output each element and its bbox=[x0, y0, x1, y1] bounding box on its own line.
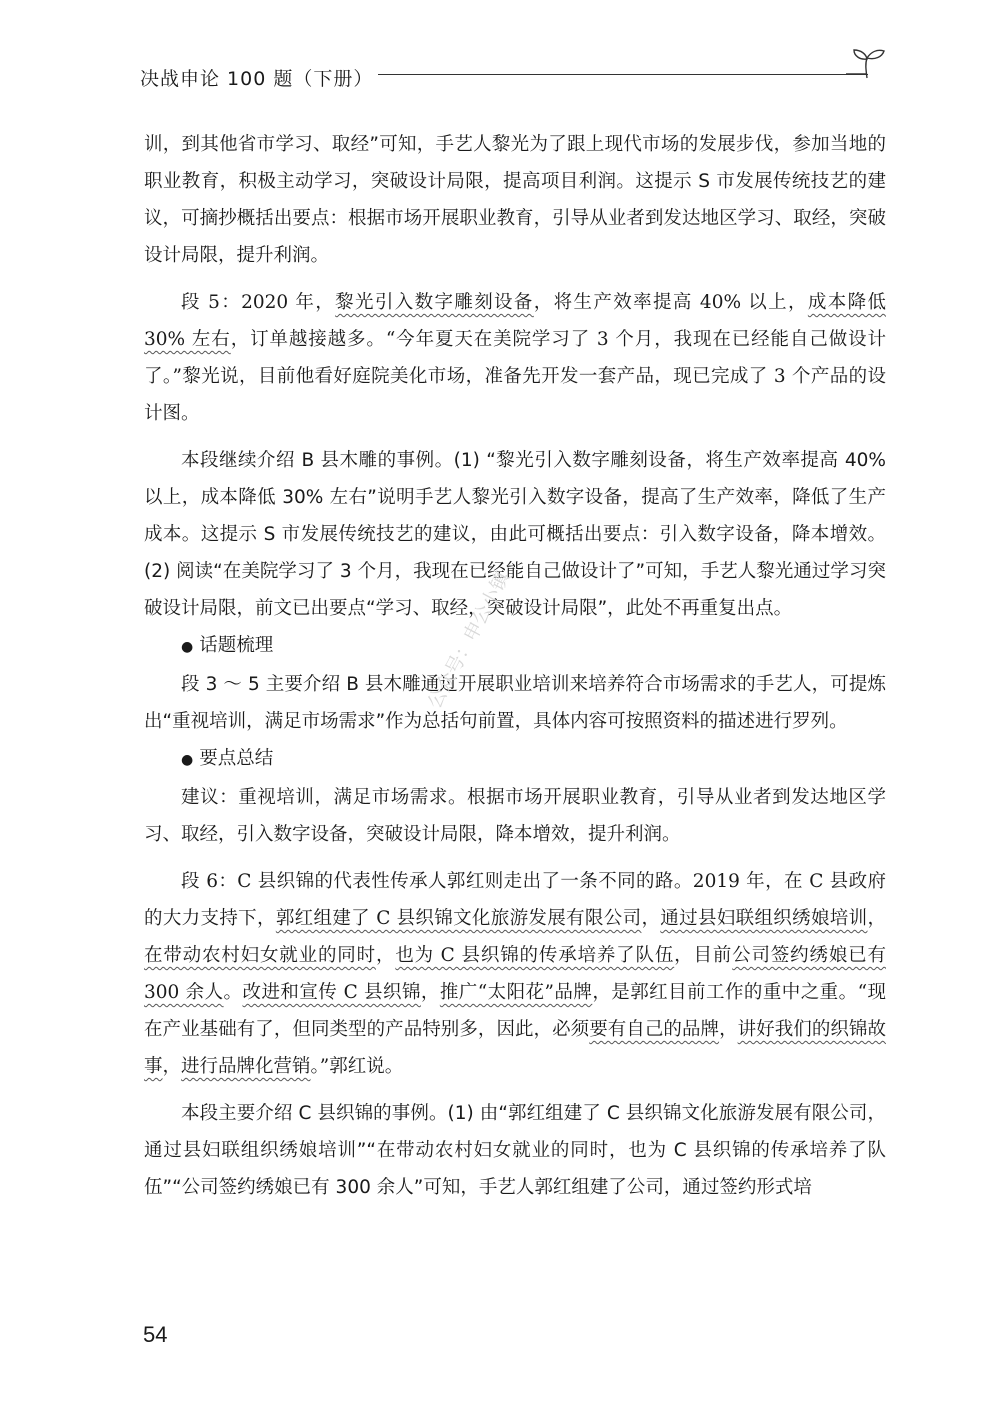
underlined-text: 通过县妇联组织绣娘培训 bbox=[660, 908, 868, 929]
underlined-text: 郭红组建了 C 县织锦文化旅游发展有限公司 bbox=[275, 908, 642, 929]
section-heading-summary bbox=[144, 740, 886, 779]
header-rule bbox=[378, 74, 868, 75]
book-title: 决战申论 100 题（下册） bbox=[140, 68, 374, 90]
text: ，订单越接越多。“今年夏天在美院学习了 3 个月，我现在已经能自己做设计了。”黎光说，目前他看好庭院美化市场，准备先开发一套产品，现已完成了 3 个产品的设计图。 bbox=[144, 329, 887, 424]
heading-label: 要点总结 bbox=[199, 748, 274, 769]
text: ， bbox=[641, 908, 661, 929]
text: ， bbox=[719, 1019, 738, 1040]
text: ，目前 bbox=[674, 945, 733, 966]
underlined-text: 进行品牌化营销 bbox=[181, 1056, 311, 1077]
text: ， bbox=[375, 945, 396, 966]
text: 。 bbox=[223, 982, 243, 1003]
topic-paragraph: 段 3 ～ 5 主要介绍 B 县木雕通过开展职业培训来培养符合市场需求的手艺人，可提炼出“重视培训，满足市场需求”作为总括句前置，具体内容可按照资料的描述进行罗列。 bbox=[144, 674, 886, 732]
text: 段 5：2020 年， bbox=[181, 292, 336, 313]
section-heading-topic bbox=[144, 627, 886, 666]
watermark: 公众号：申公小镇 bbox=[423, 567, 515, 713]
paragraph-1: 训，到其他省市学习、取经”可知，手艺人黎光为了跟上现代市场的发展步伐，参加当地的职业教育，积极主动学习，突破设计局限，提高项目利润。这提示 S 市发展传统技艺的建议，可摘抄概括出要点：根据市场开展职业教育，引导从业者到发达地区学习、取经，突破设计局限，提升利润。 bbox=[144, 134, 886, 266]
underlined-text: 推广“太阳花”品牌 bbox=[439, 982, 593, 1003]
page-body bbox=[144, 126, 886, 1206]
analysis-paragraph-6: 本段主要介绍 C 县织锦的事例。(1) 由“郭红组建了 C 县织锦文化旅游发展有限公司，通过县妇联组织绣娘培训”“在带动农村妇女就业的同时，也为 C 县织锦的传承培养了队伍”“公司签约绣娘已有 300 余人”可知，手艺人郭红组建了公司，通过签约形式培 bbox=[144, 1103, 886, 1198]
underlined-text: 要有自己的品牌 bbox=[589, 1019, 720, 1040]
source-paragraph-5 bbox=[144, 284, 886, 432]
text: ， bbox=[162, 1056, 182, 1077]
underlined-text: 也为 C 县织锦的传承培养了队伍 bbox=[395, 945, 675, 966]
text: ，将生产效率提高 40% 以上， bbox=[533, 292, 808, 313]
text: ， bbox=[867, 908, 886, 929]
underlined-text: 黎光引入数字雕刻设备 bbox=[335, 292, 534, 313]
text: 。”郭红说。 bbox=[310, 1056, 404, 1077]
underlined-text: 讲好我们的织锦故事 bbox=[144, 1019, 886, 1077]
analysis-paragraph-5: 本段继续介绍 B 县木雕的事例。(1) “黎光引入数字雕刻设备，将生产效率提高 40% 以上，成本降低 30% 左右”说明手艺人黎光引入数字设备，提高了生产效率，降低了生产成本。这提示 S 市发展传统技艺的建议，由此可概括出要点：引入数字设备，降本增效。(2) 阅读“在美院学习了 3 个月，我现在已经能自己做设计了”可知，手艺人黎光通过学习突破设计局限，前文已出要点“学习、取经，突破设计局限”，此处不再重复出点。 bbox=[144, 450, 886, 619]
running-header bbox=[140, 44, 892, 104]
sprout-icon bbox=[844, 44, 888, 80]
underlined-text: 公司签约绣娘已有 300 余人 bbox=[144, 945, 886, 1003]
summary-paragraph: 建议：重视培训，满足市场需求。根据市场开展职业教育，引导从业者到发达地区学习、取经，引入数字设备，突破设计局限，降本增效，提升利润。 bbox=[144, 787, 886, 845]
bullet-icon: ● bbox=[181, 639, 194, 655]
underlined-text: 在带动农村妇女就业的同时 bbox=[144, 945, 376, 966]
underlined-text: 成本降低 30% 左右 bbox=[144, 292, 886, 350]
text: 段 6：C 县织锦的代表性传承人郭红则走出了一条不同的路。2019 年，在 C 县政府的大力支持下， bbox=[144, 871, 886, 929]
underlined-text: 改进和宣传 C 县织锦 bbox=[242, 982, 421, 1003]
bullet-icon: ● bbox=[181, 752, 194, 768]
page-number: 54 bbox=[143, 1322, 168, 1347]
source-paragraph-6 bbox=[144, 863, 886, 1085]
heading-label: 话题梳理 bbox=[199, 635, 274, 656]
text: ，是郭红目前工作的重中之重。“现在产业基础有了，但同类型的产品特别多，因此，必须 bbox=[144, 982, 886, 1040]
text: ， bbox=[420, 982, 440, 1003]
